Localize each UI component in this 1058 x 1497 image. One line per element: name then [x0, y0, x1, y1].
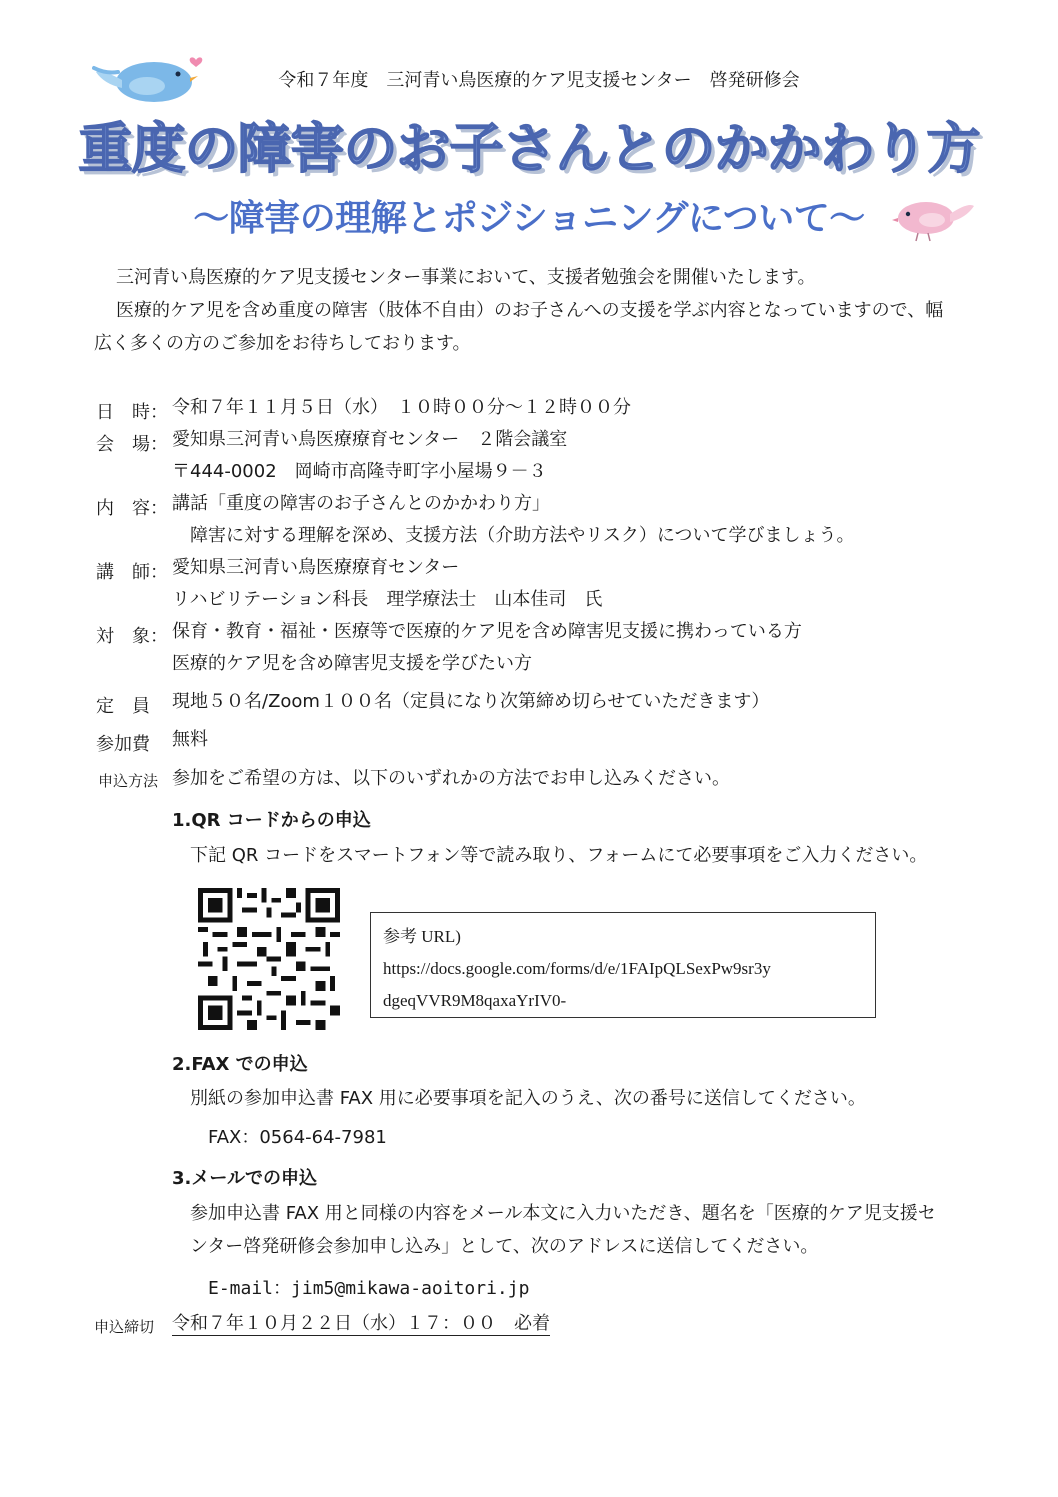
apply-label: 申込方法 [98, 772, 159, 790]
fax-heading: 2.FAX での申込 [172, 1054, 308, 1075]
content-value: 講話「重度の障害のお子さんとのかかわり方」 [172, 493, 550, 514]
email-address[interactable]: E-mail：jim5@mikawa-aoitori.jp [208, 1278, 530, 1299]
intro-line-1: 三河青い鳥医療的ケア児支援センター事業において、支援者勉強会を開催いたします。 [116, 267, 816, 288]
capacity-label: 定 員 [96, 696, 150, 717]
venue-value: 愛知県三河青い鳥医療療育センター ２階会議室 [172, 429, 568, 450]
content-label: 内 容： [96, 498, 168, 519]
lecturer-label: 講 師： [96, 562, 168, 583]
deadline-value [172, 1308, 550, 1340]
target-label: 対 象： [96, 626, 168, 647]
url-line-1[interactable]: https://docs.google.com/forms/d/e/1FAIpQLSexPw9sr3y [383, 959, 771, 978]
fee-label: 参加費 [96, 734, 150, 755]
mail-description-1: 参加申込書 FAX 用と同様の内容をメール本文に入力いただき、題名を「医療的ケア児支援セ [190, 1203, 936, 1224]
content-description: 障害に対する理解を深め、支援方法（介助方法やリスク）について学びましょう。 [190, 525, 855, 546]
sub-title: ～障害の理解とポジショニングについて～ [193, 198, 865, 239]
venue-address: 〒444-0002 岡崎市高隆寺町字小屋場９－３ [172, 461, 547, 482]
lecturer-value: 愛知県三河青い鳥医療療育センター [172, 557, 460, 578]
date-label: 日 時： [96, 402, 168, 423]
target-value-2: 医療的ケア児を含め障害児支援を学びたい方 [172, 653, 532, 674]
lecturer-name: リハビリテーション科長 理学療法士 山本佳司 氏 [172, 589, 603, 610]
pre-title: 令和７年度 三河青い鳥医療的ケア児支援センター 啓発研修会 [278, 70, 800, 91]
date-value: 令和７年１１月５日（水） １０時００分～１２時００分 [172, 397, 631, 418]
fax-number: FAX：0564-64-7981 [208, 1127, 387, 1148]
capacity-value: 現地５０名/Zoom１００名（定員になり次第締め切らせていただきます） [172, 691, 770, 712]
intro-line-3: 広く多くの方のご参加をお待ちしております。 [94, 333, 471, 354]
venue-label: 会 場： [96, 434, 168, 455]
qr-code-icon[interactable] [198, 888, 340, 1030]
target-value-1: 保育・教育・福祉・医療等で医療的ケア児を含め障害児支援に携わっている方 [172, 621, 802, 642]
deadline-value-text: 令和７年１０月２２日（水）１７：００ 必着 [172, 1313, 550, 1334]
qr-heading: 1.QR コードからの申込 [172, 810, 371, 831]
fee-value: 無料 [172, 729, 208, 750]
main-title: 重度の障害のお子さんとのかかわり方 [78, 117, 980, 180]
apply-value: 参加をご希望の方は、以下のいずれかの方法でお申し込みください。 [172, 768, 730, 789]
mail-description-2: ンター啓発研修会参加申し込み」として、次のアドレスに送信してください。 [190, 1236, 819, 1257]
deadline-label: 申込締切 [94, 1318, 155, 1336]
intro-line-2: 医療的ケア児を含め重度の障害（肢体不自由）のお子さんへの支援を学ぶ内容となっていますので、幅 [116, 300, 944, 321]
qr-description: 下記 QR コードをスマートフォン等で読み取り、フォームにて必要事項をご入力ください。 [190, 845, 928, 866]
url-line-2[interactable]: dgeqVVR9M8qaxaYrIV0- [383, 991, 567, 1010]
url-label: 参考 URL) [383, 927, 461, 946]
fax-description: 別紙の参加申込書 FAX 用に必要事項を記入のうえ、次の番号に送信してください。 [190, 1088, 866, 1109]
mail-heading: 3.メールでの申込 [172, 1168, 318, 1189]
url-box [370, 912, 876, 1018]
